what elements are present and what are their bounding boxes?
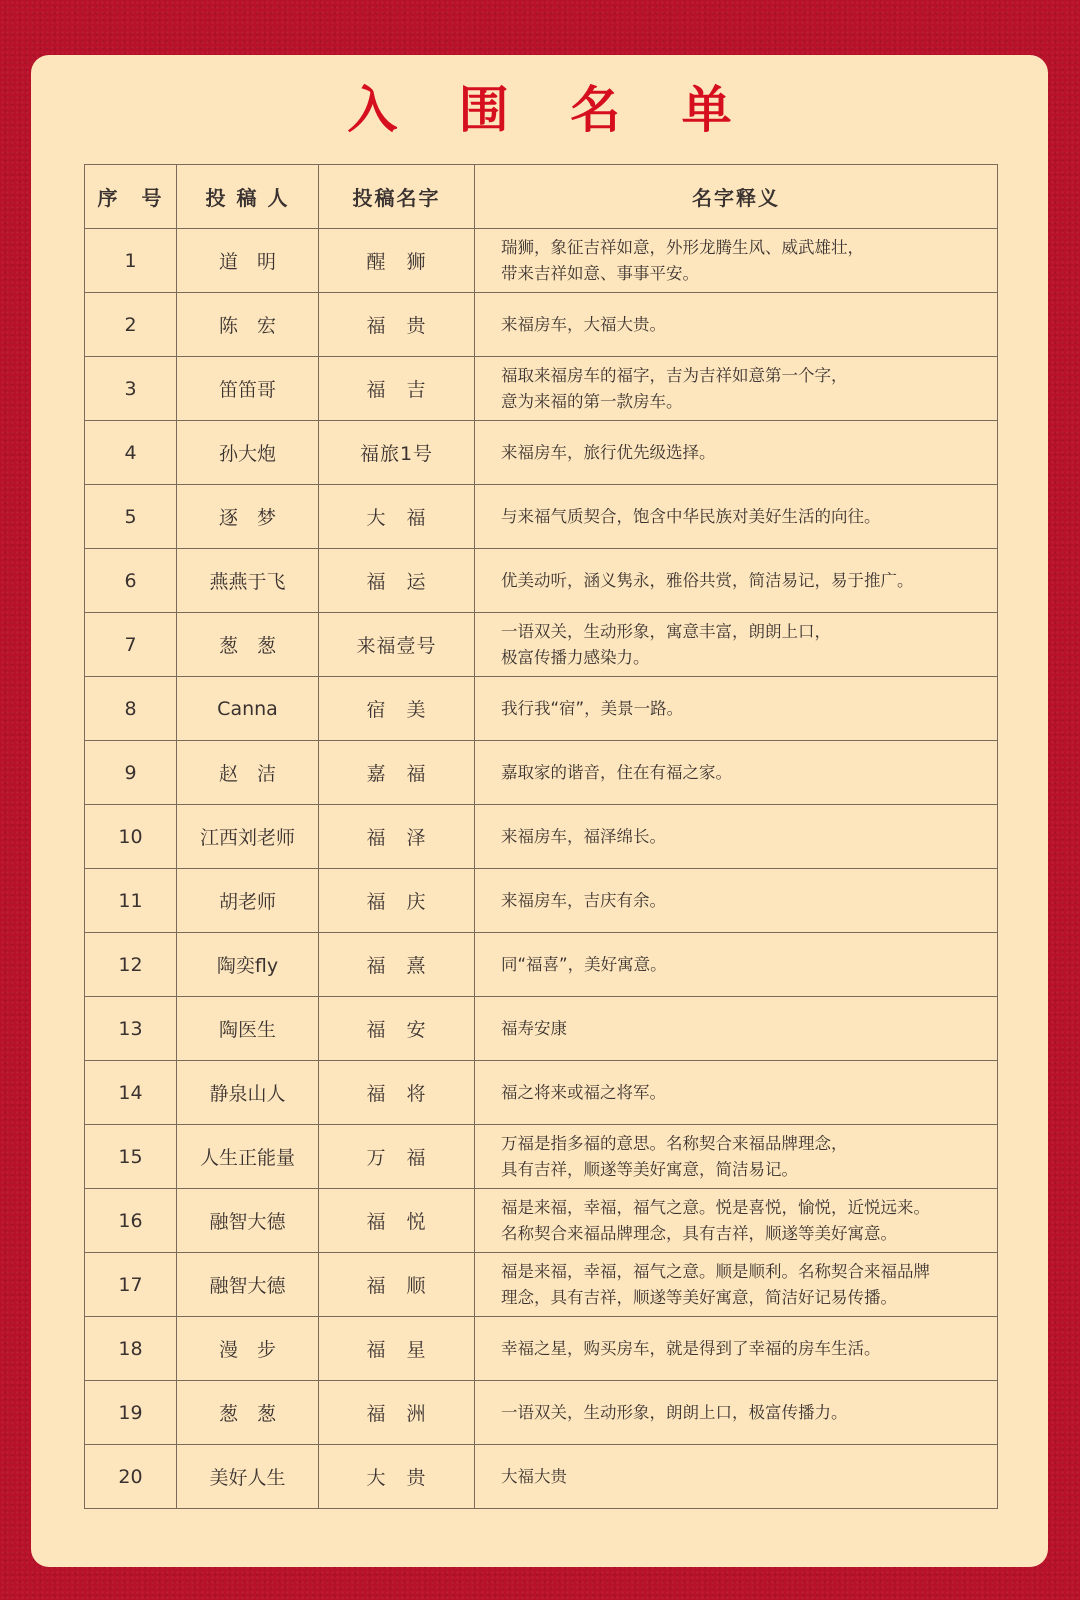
cell-submitted-name: 福 安 bbox=[319, 997, 475, 1061]
table-row bbox=[85, 997, 998, 1061]
header-number: 序 号 bbox=[85, 165, 177, 229]
cell-submitted-name: 宿 美 bbox=[319, 677, 475, 741]
cell-submitted-name: 福 贵 bbox=[319, 293, 475, 357]
cell-contributor: 人生正能量 bbox=[177, 1125, 319, 1189]
cell-contributor: 陶奕fly bbox=[177, 933, 319, 997]
cell-submitted-name: 福 运 bbox=[319, 549, 475, 613]
cell-submitted-name: 万 福 bbox=[319, 1125, 475, 1189]
cell-submitted-name: 福 洲 bbox=[319, 1381, 475, 1445]
cell-name-meaning bbox=[475, 1125, 998, 1189]
cell-contributor: 笛笛哥 bbox=[177, 357, 319, 421]
table-row bbox=[85, 805, 998, 869]
cell-name-meaning bbox=[475, 933, 998, 997]
cell-number: 14 bbox=[85, 1061, 177, 1125]
page-title: 入 围 名 单 bbox=[347, 80, 754, 139]
table-row bbox=[85, 1061, 998, 1125]
cell-number: 10 bbox=[85, 805, 177, 869]
meaning-line: 幸福之星，购买房车，就是得到了幸福的房车生活。 bbox=[501, 1338, 881, 1358]
table-row bbox=[85, 549, 998, 613]
meaning-line: 带来吉祥如意、事事平安。 bbox=[501, 263, 699, 283]
cell-name-meaning bbox=[475, 421, 998, 485]
cell-name-meaning bbox=[475, 997, 998, 1061]
cell-contributor: 静泉山人 bbox=[177, 1061, 319, 1125]
cell-number: 18 bbox=[85, 1317, 177, 1381]
header-submitted-name: 投稿名字 bbox=[319, 165, 475, 229]
table-row bbox=[85, 613, 998, 677]
meaning-line: 福寿安康 bbox=[501, 1018, 567, 1038]
cell-submitted-name: 大 福 bbox=[319, 485, 475, 549]
cell-contributor: 胡老师 bbox=[177, 869, 319, 933]
cell-contributor: 葱 葱 bbox=[177, 1381, 319, 1445]
cell-submitted-name: 福 顺 bbox=[319, 1253, 475, 1317]
cell-contributor: 融智大德 bbox=[177, 1253, 319, 1317]
meaning-line: 同“福喜”，美好寓意。 bbox=[501, 954, 667, 974]
cell-contributor: 陈 宏 bbox=[177, 293, 319, 357]
meaning-line: 来福房车，福泽绵长。 bbox=[501, 826, 666, 846]
meaning-line: 意为来福的第一款房车。 bbox=[501, 391, 683, 411]
cell-number: 2 bbox=[85, 293, 177, 357]
meaning-line: 福是来福，幸福，福气之意。顺是顺利。名称契合来福品牌 bbox=[501, 1261, 930, 1281]
cell-name-meaning bbox=[475, 549, 998, 613]
table-row bbox=[85, 869, 998, 933]
table-row bbox=[85, 933, 998, 997]
cell-number: 19 bbox=[85, 1381, 177, 1445]
table-row bbox=[85, 357, 998, 421]
header-name-meaning: 名字释义 bbox=[475, 165, 998, 229]
cell-submitted-name: 来福壹号 bbox=[319, 613, 475, 677]
cell-number: 13 bbox=[85, 997, 177, 1061]
header-contributor: 投 稿 人 bbox=[177, 165, 319, 229]
cell-number: 4 bbox=[85, 421, 177, 485]
cell-number: 5 bbox=[85, 485, 177, 549]
cell-name-meaning bbox=[475, 357, 998, 421]
meaning-line: 福取来福房车的福字，吉为吉祥如意第一个字， bbox=[501, 365, 848, 385]
cell-number: 12 bbox=[85, 933, 177, 997]
cell-number: 16 bbox=[85, 1189, 177, 1253]
cell-submitted-name: 嘉 福 bbox=[319, 741, 475, 805]
cell-contributor: 葱 葱 bbox=[177, 613, 319, 677]
cell-name-meaning bbox=[475, 293, 998, 357]
shortlist-card bbox=[31, 55, 1048, 1567]
cell-number: 11 bbox=[85, 869, 177, 933]
cell-number: 20 bbox=[85, 1445, 177, 1509]
table-row bbox=[85, 1381, 998, 1445]
cell-submitted-name: 福 吉 bbox=[319, 357, 475, 421]
cell-number: 1 bbox=[85, 229, 177, 293]
shortlist-table bbox=[84, 164, 998, 1509]
cell-name-meaning bbox=[475, 677, 998, 741]
cell-contributor: 道 明 bbox=[177, 229, 319, 293]
table-row bbox=[85, 293, 998, 357]
cell-contributor: 逐 梦 bbox=[177, 485, 319, 549]
meaning-line: 瑞狮，象征吉祥如意，外形龙腾生风、威武雄壮， bbox=[501, 237, 864, 257]
cell-number: 15 bbox=[85, 1125, 177, 1189]
table-header-row bbox=[85, 165, 998, 229]
meaning-line: 我行我“宿”，美景一路。 bbox=[501, 698, 684, 718]
cell-submitted-name: 福 将 bbox=[319, 1061, 475, 1125]
table-row bbox=[85, 229, 998, 293]
cell-submitted-name: 福 熹 bbox=[319, 933, 475, 997]
cell-contributor: 漫 步 bbox=[177, 1317, 319, 1381]
table-row bbox=[85, 1317, 998, 1381]
cell-name-meaning bbox=[475, 613, 998, 677]
meaning-line: 来福房车，大福大贵。 bbox=[501, 314, 666, 334]
meaning-line: 极富传播力感染力。 bbox=[501, 647, 650, 667]
cell-submitted-name: 福 泽 bbox=[319, 805, 475, 869]
cell-name-meaning bbox=[475, 1189, 998, 1253]
table-body bbox=[85, 229, 998, 1509]
cell-submitted-name: 福 星 bbox=[319, 1317, 475, 1381]
table-row bbox=[85, 677, 998, 741]
cell-contributor: 孙大炮 bbox=[177, 421, 319, 485]
cell-contributor: 融智大德 bbox=[177, 1189, 319, 1253]
meaning-line: 名称契合来福品牌理念，具有吉祥，顺遂等美好寓意。 bbox=[501, 1223, 897, 1243]
cell-contributor: 江西刘老师 bbox=[177, 805, 319, 869]
cell-submitted-name: 大 贵 bbox=[319, 1445, 475, 1509]
cell-number: 6 bbox=[85, 549, 177, 613]
table-row bbox=[85, 741, 998, 805]
table-row bbox=[85, 485, 998, 549]
cell-number: 17 bbox=[85, 1253, 177, 1317]
meaning-line: 与来福气质契合，饱含中华民族对美好生活的向往。 bbox=[501, 506, 881, 526]
table-row bbox=[85, 1445, 998, 1509]
meaning-line: 福之将来或福之将军。 bbox=[501, 1082, 666, 1102]
table-row bbox=[85, 1189, 998, 1253]
cell-submitted-name: 福 悦 bbox=[319, 1189, 475, 1253]
meaning-line: 万福是指多福的意思。名称契合来福品牌理念， bbox=[501, 1133, 848, 1153]
cell-number: 8 bbox=[85, 677, 177, 741]
cell-name-meaning bbox=[475, 1253, 998, 1317]
cell-name-meaning bbox=[475, 485, 998, 549]
meaning-line: 来福房车，吉庆有余。 bbox=[501, 890, 666, 910]
cell-name-meaning bbox=[475, 805, 998, 869]
meaning-line: 具有吉祥，顺遂等美好寓意，简洁易记。 bbox=[501, 1159, 798, 1179]
meaning-line: 大福大贵 bbox=[501, 1466, 567, 1486]
meaning-line: 优美动听，涵义隽永，雅俗共赏，简洁易记，易于推广。 bbox=[501, 570, 914, 590]
cell-name-meaning bbox=[475, 1061, 998, 1125]
cell-number: 3 bbox=[85, 357, 177, 421]
cell-name-meaning bbox=[475, 741, 998, 805]
meaning-line: 来福房车，旅行优先级选择。 bbox=[501, 442, 716, 462]
table-row bbox=[85, 1253, 998, 1317]
cell-submitted-name: 福 庆 bbox=[319, 869, 475, 933]
meaning-line: 一语双关，生动形象，寓意丰富，朗朗上口， bbox=[501, 621, 831, 641]
cell-name-meaning bbox=[475, 1317, 998, 1381]
cell-submitted-name: 醒 狮 bbox=[319, 229, 475, 293]
table-row bbox=[85, 1125, 998, 1189]
meaning-line: 福是来福，幸福，福气之意。悦是喜悦，愉悦，近悦远来。 bbox=[501, 1197, 930, 1217]
cell-submitted-name: 福旅1号 bbox=[319, 421, 475, 485]
cell-contributor: 美好人生 bbox=[177, 1445, 319, 1509]
table-row bbox=[85, 421, 998, 485]
meaning-line: 一语双关，生动形象，朗朗上口，极富传播力。 bbox=[501, 1402, 848, 1422]
cell-name-meaning bbox=[475, 1445, 998, 1509]
cell-contributor: Canna bbox=[177, 677, 319, 741]
cell-name-meaning bbox=[475, 869, 998, 933]
cell-name-meaning bbox=[475, 1381, 998, 1445]
cell-contributor: 陶医生 bbox=[177, 997, 319, 1061]
cell-contributor: 燕燕于飞 bbox=[177, 549, 319, 613]
cell-name-meaning bbox=[475, 229, 998, 293]
cell-number: 7 bbox=[85, 613, 177, 677]
meaning-line: 理念，具有吉祥，顺遂等美好寓意，简洁好记易传播。 bbox=[501, 1287, 897, 1307]
meaning-line: 嘉取家的谐音，住在有福之家。 bbox=[501, 762, 732, 782]
cell-contributor: 赵 洁 bbox=[177, 741, 319, 805]
cell-number: 9 bbox=[85, 741, 177, 805]
